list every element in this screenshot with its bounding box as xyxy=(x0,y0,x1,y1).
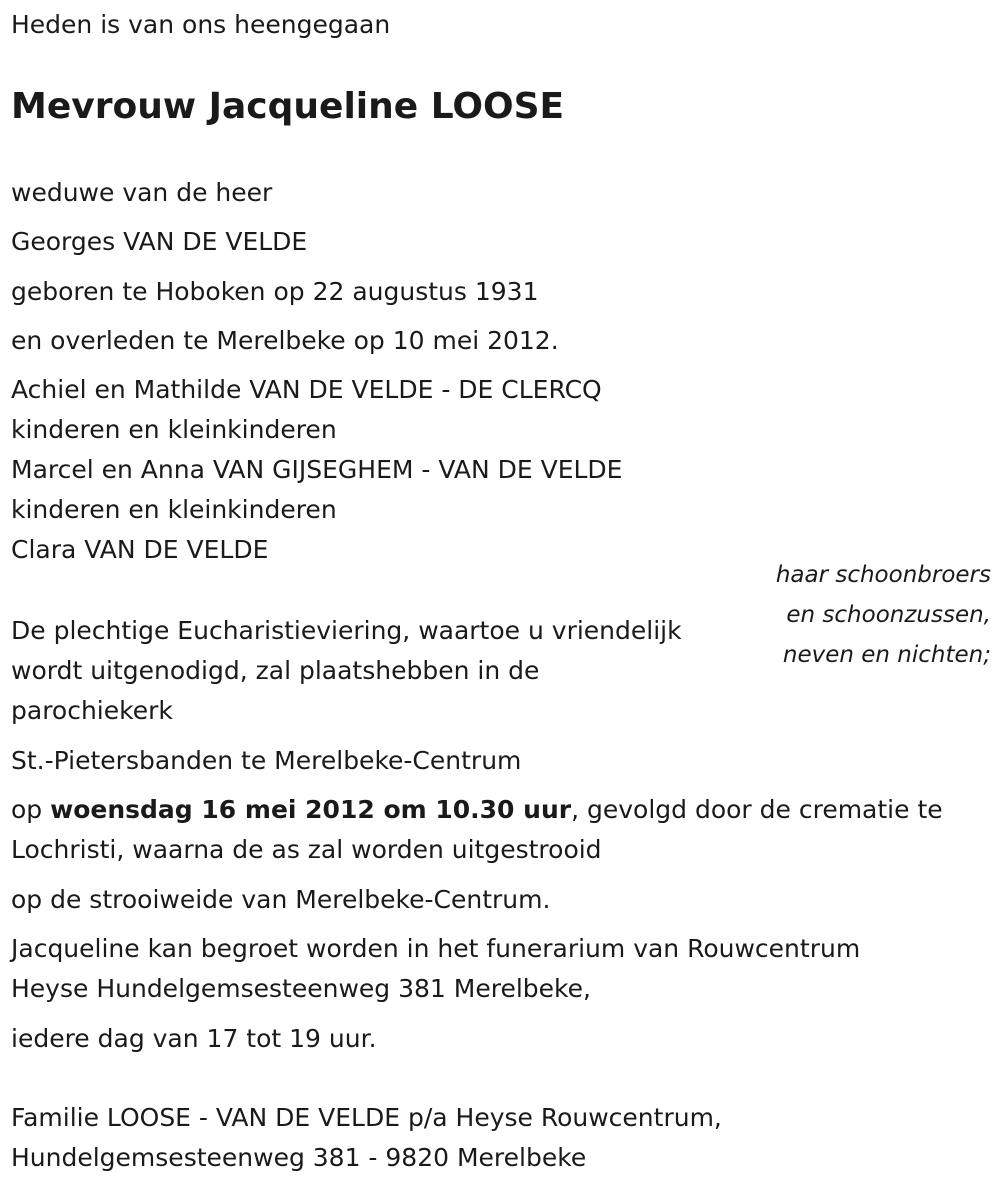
ceremony-line: De plechtige Eucharistieviering, waartoe u vriendelijk xyxy=(11,616,682,645)
date-suffix: , gevolgd door de crematie te xyxy=(571,795,943,824)
family-line: kinderen en kleinkinderen xyxy=(11,415,337,444)
widow-of-line: weduwe van de heer xyxy=(11,178,273,207)
visitation-line: Jacqueline kan begroet worden in het funerarium van Rouwcentrum xyxy=(11,934,861,963)
family-line: Marcel en Anna VAN GIJSEGHEM - VAN DE VELDE xyxy=(11,455,623,484)
husband-name: Georges VAN DE VELDE xyxy=(11,227,308,256)
date-prefix: op xyxy=(11,795,51,824)
service-date: woensdag 16 mei 2012 om 10.30 uur xyxy=(50,795,572,824)
intro-line: Heden is van ons heengegaan xyxy=(11,10,391,39)
birth-line: geboren te Hoboken op 22 augustus 1931 xyxy=(11,277,539,306)
contact-line: Familie LOOSE - VAN DE VELDE p/a Heyse Rouwcentrum, xyxy=(11,1103,722,1132)
family-line: kinderen en kleinkinderen xyxy=(11,495,337,524)
ceremony-line: parochiekerk xyxy=(11,696,173,725)
family-line: Achiel en Mathilde VAN DE VELDE - DE CLERCQ xyxy=(11,375,602,404)
ceremony-line: wordt uitgenodigd, zal plaatshebben in de xyxy=(11,656,540,685)
visitation-line: Heyse Hundelgemsesteenweg 381 Merelbeke, xyxy=(11,974,591,1003)
cremation-line: Lochristi, waarna de as zal worden uitgestrooid xyxy=(11,835,602,864)
relatives-line: neven en nichten; xyxy=(782,642,991,668)
family-line: Clara VAN DE VELDE xyxy=(11,535,269,564)
death-line: en overleden te Merelbeke op 10 mei 2012. xyxy=(11,326,559,355)
scattering-line: op de strooiweide van Merelbeke-Centrum. xyxy=(11,885,551,914)
relatives-line: en schoonzussen, xyxy=(786,602,991,628)
deceased-name: Mevrouw Jacqueline LOOSE xyxy=(11,86,565,127)
visiting-hours: iedere dag van 17 tot 19 uur. xyxy=(11,1024,377,1053)
church-line: St.-Pietersbanden te Merelbeke-Centrum xyxy=(11,746,522,775)
contact-line: Hundelgemsesteenweg 381 - 9820 Merelbeke xyxy=(11,1143,587,1172)
date-line xyxy=(11,790,943,830)
relatives-line: haar schoonbroers xyxy=(775,562,991,588)
